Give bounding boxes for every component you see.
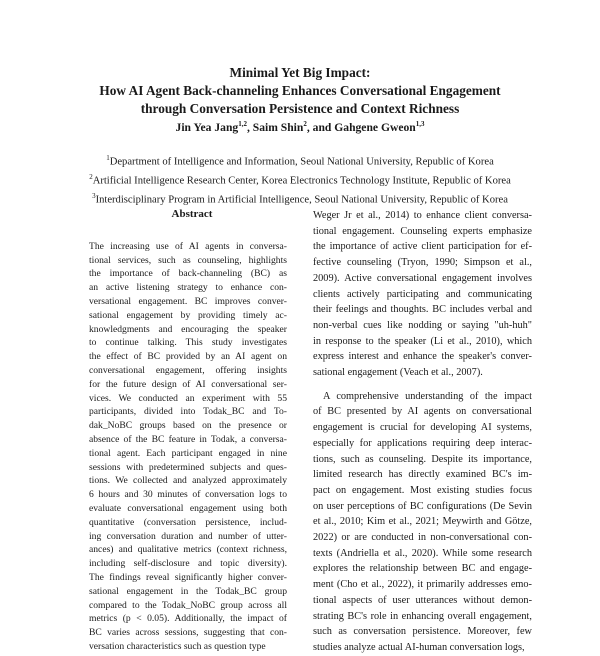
text-line: participants, divided into Todak_BC and To- bbox=[89, 406, 287, 418]
author-list bbox=[0, 120, 600, 134]
text-line: sational engagement in the Todak_BC group bbox=[89, 585, 287, 597]
author-name: Jin Yea Jang bbox=[175, 120, 239, 134]
author-affiliation-mark: 2 bbox=[303, 120, 307, 128]
text-line: conversational engagement, offering insights bbox=[89, 364, 287, 376]
title-line: through Conversation Persistence and Context Richness bbox=[140, 101, 460, 116]
text-line: an active listening strategy to enhance con- bbox=[89, 282, 287, 294]
text-line: 2022) or are conducted in non-conversational con- bbox=[313, 532, 532, 544]
text-line: to continue talking. This study investigates bbox=[89, 337, 287, 349]
abstract-column bbox=[89, 208, 287, 654]
text-line: sational engagement (Veach et al., 2007). bbox=[313, 367, 483, 379]
text-line: engagement is crucial for developing AI systems, bbox=[313, 422, 532, 434]
affiliation-text: Artificial Intelligence Research Center, Korea Electronics Technology Institute, Republic of Korea bbox=[92, 175, 511, 187]
text-line: clients actively participating and communicating bbox=[313, 288, 532, 300]
text-line: explores the relationship between BC and engage- bbox=[313, 563, 532, 575]
text-line: 6 hours and 30 minutes of conversation logs to bbox=[89, 489, 287, 501]
text-line: express interest and enhance the speaker's conver- bbox=[313, 351, 532, 363]
text-line: ing conversation duration and number of utter- bbox=[89, 530, 287, 542]
text-line: dak_NoBC groups based on the presence or bbox=[89, 420, 287, 432]
affiliation-list bbox=[0, 151, 600, 208]
text-line: The increasing use of AI agents in conversa- bbox=[89, 240, 287, 252]
text-line: versation characteristics such as question type bbox=[89, 640, 266, 652]
paragraph-gap bbox=[313, 381, 532, 389]
text-line: on user perceptions of BC configurations (De Sevin bbox=[313, 500, 532, 512]
text-line: The findings reveal significantly higher conver- bbox=[89, 571, 287, 583]
title-line: Minimal Yet Big Impact: bbox=[229, 65, 371, 80]
text-line: the effect of BC provided by an AI agent on bbox=[89, 351, 287, 363]
text-line: non-verbal cues like nodding or saying "uh-huh" bbox=[313, 319, 532, 331]
author-separator: , bbox=[246, 120, 253, 134]
text-line: tional services, such as counseling, highlights bbox=[89, 254, 287, 266]
title-line: How AI Agent Back-channeling Enhances Conversational Engagement bbox=[99, 83, 501, 98]
affiliation bbox=[0, 189, 600, 208]
text-line: A comprehensive understanding of the impact bbox=[323, 390, 532, 402]
text-line: the importance of back-channeling (BC) as bbox=[89, 268, 287, 280]
affiliation-mark: 3 bbox=[92, 192, 96, 201]
text-line: pact on engagement. Most existing studies focus bbox=[313, 484, 532, 496]
text-line: studies analyze actual AI-human conversation logs, bbox=[313, 641, 525, 653]
introduction-column bbox=[313, 208, 532, 656]
text-line: their feelings and thoughts. BC includes verbal and bbox=[313, 304, 532, 316]
text-line: tional aspects of user utterances without demon- bbox=[313, 594, 532, 606]
abstract-body bbox=[89, 240, 287, 654]
text-line: of BC presented by AI agents on conversational bbox=[313, 406, 532, 418]
text-line: in response to the speaker (Li et al., 2010), which bbox=[313, 335, 532, 347]
affiliation bbox=[0, 170, 600, 189]
text-line: et al., 2010; Kim et al., 2021; Meywirth and Götze, bbox=[313, 516, 532, 528]
author-name: Saim Shin bbox=[252, 120, 304, 134]
author-affiliation-mark: 1,3 bbox=[415, 120, 425, 128]
affiliation bbox=[0, 151, 600, 170]
text-line: sessions with predetermined subjects and ques- bbox=[89, 461, 287, 473]
author-separator: , and bbox=[306, 120, 335, 134]
text-line: including self-disclosure and topic diversity). bbox=[89, 558, 287, 570]
text-line: tional engagement. Counseling experts emphasize bbox=[313, 225, 532, 237]
affiliation-text: Interdisciplinary Program in Artificial Intelligence, Seoul National University, Republic of Korea bbox=[95, 194, 508, 206]
text-line: sational engagement by providing timely ac- bbox=[89, 309, 287, 321]
paper-title bbox=[0, 64, 600, 118]
text-line: tions, such as counseling. Despite its importance, bbox=[313, 453, 532, 465]
text-line: for the future design of AI conversational ser- bbox=[89, 378, 287, 390]
text-line: versational engagement. BC improves conver- bbox=[89, 295, 287, 307]
text-line: metrics (p < 0.05). Additionally, the impact of bbox=[89, 613, 287, 625]
text-line: vices. We conducted an experiment with 55 bbox=[89, 392, 287, 404]
text-line: compared to the Todak_NoBC group across all bbox=[89, 599, 287, 611]
text-line: fective counseling (Tryon, 1990; Simpson et al., bbox=[313, 257, 532, 269]
intro-paragraph bbox=[313, 208, 532, 381]
text-line: limited research has directly examined BC's im- bbox=[313, 469, 532, 481]
affiliation-mark: 1 bbox=[106, 154, 110, 162]
text-line: ances) and qualitative metrics (context richness, bbox=[89, 544, 287, 556]
abstract-heading: Abstract bbox=[171, 208, 213, 220]
text-line: evaluate conversational engagement using both bbox=[89, 502, 287, 514]
text-line: Weger Jr et al., 2014) to enhance client conversa- bbox=[313, 210, 532, 221]
text-line: strating BC's role in enhancing overall engagement, bbox=[313, 610, 532, 622]
text-line: BC varies across sessions, suggesting that con- bbox=[89, 627, 287, 639]
text-line: especially for applications requiring deep interac- bbox=[313, 437, 532, 449]
text-line: tions. We collected and analyzed approximately bbox=[89, 475, 287, 487]
text-line: 2009). Active conversational engagement involves bbox=[313, 272, 532, 284]
affiliation-text: Department of Intelligence and Information, Seoul National University, Republic of Korea bbox=[109, 156, 494, 168]
text-line: tional agent. Each participant engaged in nine bbox=[89, 447, 287, 459]
author-affiliation-mark: 1,2 bbox=[238, 120, 247, 128]
text-line: quantitative (conversation persistence, includ- bbox=[89, 516, 287, 528]
text-line: texts (Andriella et al., 2020). While some research bbox=[313, 547, 532, 559]
text-line: the importance of active client participation for ef- bbox=[313, 241, 532, 253]
text-line: absence of the BC feature in Todak, a conversa- bbox=[89, 433, 287, 445]
author-name: Gahgene Gweon bbox=[334, 120, 416, 134]
text-line: knowledgments and encouraging the speaker bbox=[89, 323, 287, 335]
text-line: such as conversation persistence. Moreover, few bbox=[313, 626, 532, 638]
intro-paragraph bbox=[313, 389, 532, 656]
text-line: ment (Cho et al., 2022), it primarily addresses emo- bbox=[313, 579, 532, 591]
affiliation-mark: 2 bbox=[89, 173, 93, 182]
